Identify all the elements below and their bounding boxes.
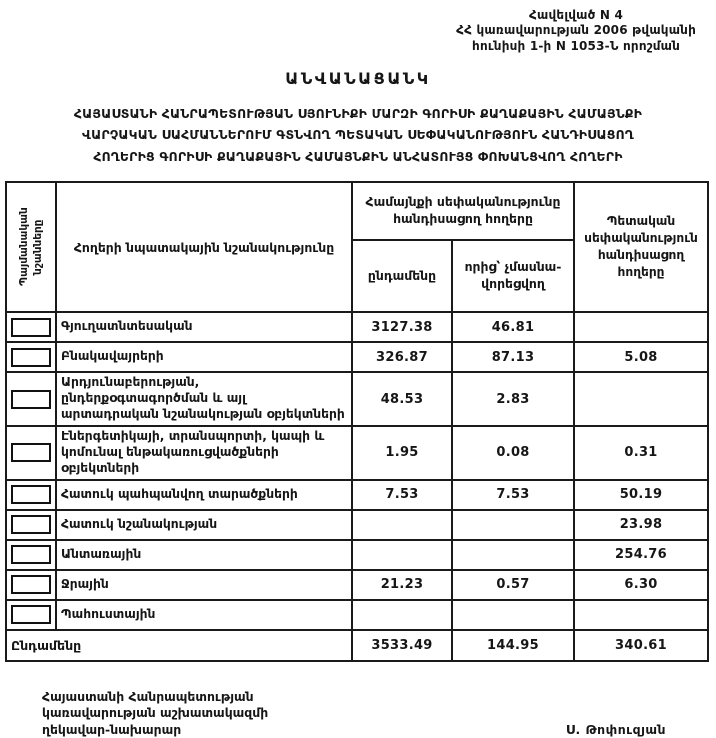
symbol-cell	[6, 540, 56, 570]
state-lands-cell: 5.08	[574, 342, 708, 372]
nonprivatized-cell: 0.08	[452, 426, 574, 480]
table-row	[6, 426, 708, 480]
total-nonprivatized: 144.95	[452, 630, 574, 661]
land-purpose-cell: Հատուկ նշանակության	[56, 510, 352, 540]
total-state: 340.61	[574, 630, 708, 661]
table-total-row	[6, 630, 708, 661]
symbol-cell	[6, 600, 56, 630]
land-purpose-cell: Հատուկ պահպանվող տարածքների	[56, 480, 352, 510]
subtitle-line: ՀՈՂԵՐԻՑ ԳՈՐԻՍԻ ՔԱՂԱՔԱՅԻՆ ՀԱՄԱՅՆՔԻՆ ԱՆՀԱՏՈՒՅՑ ՓՈԽԱՆՑՎՈՂ ՀՈՂԵՐԻ	[93, 148, 623, 164]
nonprivatized-cell: 46.81	[452, 312, 574, 342]
document-subtitle	[0, 103, 716, 167]
table-row	[6, 480, 708, 510]
symbol-cell	[6, 372, 56, 426]
legend-box-icon	[11, 348, 51, 367]
land-purpose-cell: Էներգետիկայի, տրանսպորտի, կապի և կոմունալ ենթակառուցվածքների օբյեկտների	[56, 426, 352, 480]
table-row	[6, 540, 708, 570]
state-lands-cell: 0.31	[574, 426, 708, 480]
community-total-cell: 1.95	[352, 426, 452, 480]
nonprivatized-cell	[452, 600, 574, 630]
header-nonprivatized: որից՝ չմասնա- վորեցվող	[452, 240, 574, 312]
state-lands-cell: 6.30	[574, 570, 708, 600]
nonprivatized-cell: 0.57	[452, 570, 574, 600]
page-title: ԱՆՎԱՆԱՑԱՆԿ	[285, 69, 431, 89]
table-row	[6, 510, 708, 540]
legend-box-icon	[11, 443, 51, 462]
community-total-cell: 7.53	[352, 480, 452, 510]
land-table	[5, 181, 709, 662]
header-purpose: Հողերի նպատակային նշանակությունը	[56, 182, 352, 312]
state-lands-cell: 50.19	[574, 480, 708, 510]
header-symbols	[6, 182, 56, 312]
appendix-line: ՀՀ կառավարության 2006 թվականի	[456, 23, 696, 38]
header-community-group: Համայնքի սեփականությունը հանդիսացող հողերը	[352, 182, 574, 240]
footer-line: ղեկավար-նախարար	[42, 721, 182, 737]
table-row	[6, 570, 708, 600]
land-purpose-cell: Գյուղատնտեսական	[56, 312, 352, 342]
state-lands-cell	[574, 372, 708, 426]
nonprivatized-cell: 2.83	[452, 372, 574, 426]
land-purpose-cell: Ջրային	[56, 570, 352, 600]
legend-box-icon	[11, 605, 51, 624]
footer-line: Հայաստանի Հանրապետության	[42, 688, 254, 704]
community-total-cell: 48.53	[352, 372, 452, 426]
document-footer	[42, 689, 666, 738]
land-purpose-cell: Բնակավայրերի	[56, 342, 352, 372]
legend-box-icon	[11, 545, 51, 564]
table-row	[6, 312, 708, 342]
appendix-line: Հավելված N 4	[529, 8, 624, 22]
header-total: ընդամենը	[352, 240, 452, 312]
symbol-cell	[6, 570, 56, 600]
signatory-title-block	[42, 689, 268, 738]
header-state-lands: Պետական սեփականություն հանդիսացող հողերը	[574, 182, 708, 312]
header-symbols-label: Պայմանական նշանները	[17, 207, 44, 287]
nonprivatized-cell	[452, 510, 574, 540]
legend-box-icon	[11, 575, 51, 594]
state-lands-cell	[574, 600, 708, 630]
table-header-row-1	[6, 182, 708, 240]
table-row	[6, 600, 708, 630]
community-total-cell: 326.87	[352, 342, 452, 372]
community-total-cell	[352, 540, 452, 570]
community-total-cell: 21.23	[352, 570, 452, 600]
community-total-cell	[352, 600, 452, 630]
state-lands-cell: 254.76	[574, 540, 708, 570]
nonprivatized-cell: 7.53	[452, 480, 574, 510]
community-total-cell	[352, 510, 452, 540]
legend-box-icon	[11, 318, 51, 337]
land-purpose-cell: Անտառային	[56, 540, 352, 570]
signature-name: Ս. Թոփուզյան	[565, 721, 666, 737]
nonprivatized-cell: 87.13	[452, 342, 574, 372]
community-total-cell: 3127.38	[352, 312, 452, 342]
legend-box-icon	[11, 485, 51, 504]
land-purpose-cell: Արդյունաբերության, ընդերքօգտագործման և այլ արտադրական նշանակության օբյեկտների	[56, 372, 352, 426]
symbol-cell	[6, 426, 56, 480]
symbol-cell	[6, 312, 56, 342]
subtitle-line: ՀԱՅԱՍՏԱՆԻ ՀԱՆՐԱՊԵՏՈՒԹՅԱՆ ՍՅՈՒՆԻՔԻ ՄԱՐԶԻ ԳՈՐԻՍԻ ՔԱՂԱՔԱՅԻՆ ՀԱՄԱՅՆՔԻ	[73, 106, 643, 122]
land-purpose-cell: Պահուստային	[56, 600, 352, 630]
legend-box-icon	[11, 515, 51, 534]
state-lands-cell	[574, 312, 708, 342]
symbol-cell	[6, 510, 56, 540]
appendix-block	[456, 8, 696, 54]
footer-line: կառավարության աշխատակազմի	[42, 705, 269, 721]
appendix-line: հունիսի 1-ի N 1053-Ն որոշման	[472, 38, 681, 53]
symbol-cell	[6, 480, 56, 510]
document-page	[0, 8, 716, 737]
table-row	[6, 372, 708, 426]
total-label: Ընդամենը	[6, 630, 352, 661]
nonprivatized-cell	[452, 540, 574, 570]
table-row	[6, 342, 708, 372]
state-lands-cell: 23.98	[574, 510, 708, 540]
legend-box-icon	[11, 390, 51, 409]
total-community: 3533.49	[352, 630, 452, 661]
symbol-cell	[6, 342, 56, 372]
subtitle-line: ՎԱՐՉԱԿԱՆ ՍԱՀՄԱՆՆԵՐՈՒՄ ԳՏՆՎՈՂ ՊԵՏԱԿԱՆ ՍԵՓԱԿԱՆՈՒԹՅՈՒՆ ՀԱՆԴԻՍԱՑՈՂ	[82, 127, 634, 143]
